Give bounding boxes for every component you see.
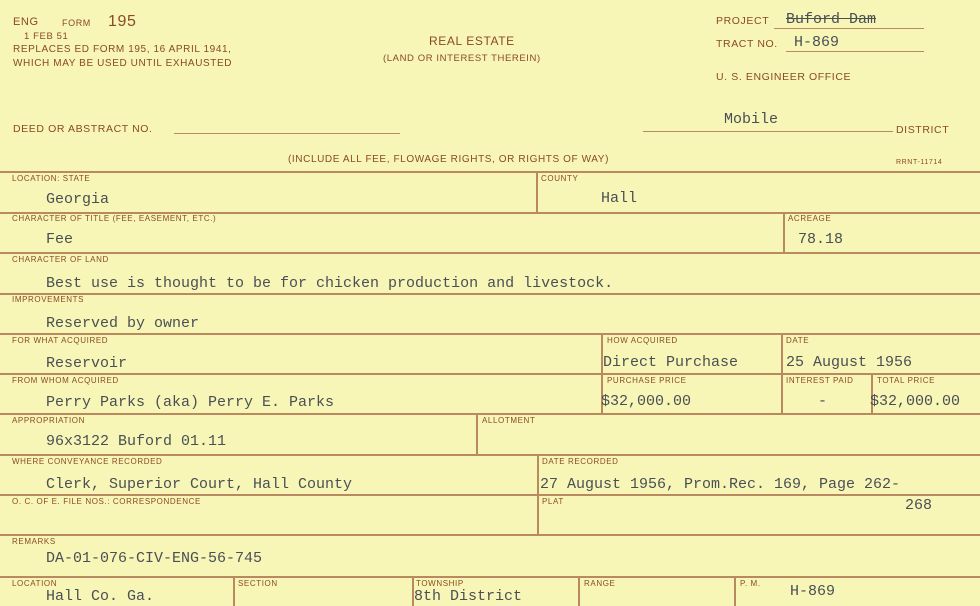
land-char-label: CHARACTER OF LAND bbox=[12, 255, 109, 264]
replaces-line1: REPLACES ED FORM 195, 16 APRIL 1941, bbox=[13, 44, 232, 55]
county-value: Hall bbox=[601, 190, 638, 207]
form-number: 195 bbox=[108, 13, 137, 30]
col-rule-county bbox=[536, 171, 538, 212]
col-rule-acreage bbox=[783, 212, 785, 252]
row-rule-11 bbox=[0, 576, 980, 578]
form-word: FORM bbox=[62, 18, 91, 28]
location-label: LOCATION bbox=[12, 579, 58, 588]
location-value: Hall Co. Ga. bbox=[46, 588, 155, 605]
township-value: 8th District bbox=[414, 588, 523, 605]
price-label: PURCHASE PRICE bbox=[607, 376, 687, 385]
form-eng: ENG bbox=[13, 16, 39, 28]
title-char-value: Fee bbox=[46, 231, 74, 248]
total-value: $32,000.00 bbox=[870, 393, 961, 410]
from-value: Perry Parks (aka) Perry E. Parks bbox=[46, 394, 335, 411]
include-note: (INCLUDE ALL FEE, FLOWAGE RIGHTS, OR RIGHTS OF WAY) bbox=[288, 154, 609, 165]
date-recorded-label: DATE RECORDED bbox=[542, 457, 619, 466]
district-label: DISTRICT bbox=[896, 124, 950, 136]
replaces-line2: WHICH MAY BE USED UNTIL EXHAUSTED bbox=[13, 58, 233, 69]
district-value: Mobile bbox=[724, 111, 779, 128]
oce-label: O. C. OF E. FILE NOS.: CORRESPONDENCE bbox=[12, 497, 201, 506]
state-value: Georgia bbox=[46, 191, 110, 208]
allotment-label: ALLOTMENT bbox=[482, 416, 536, 425]
state-label: LOCATION: STATE bbox=[12, 174, 91, 183]
date-recorded-value-2: 268 bbox=[905, 497, 933, 514]
form-date: 1 FEB 51 bbox=[24, 31, 69, 42]
plat-label: PLAT bbox=[542, 497, 564, 506]
office-label: U. S. ENGINEER OFFICE bbox=[716, 71, 852, 83]
acreage-label: ACREAGE bbox=[788, 214, 832, 223]
form-subtitle: (LAND OR INTEREST THEREIN) bbox=[383, 53, 541, 64]
row-rule-5 bbox=[0, 333, 980, 335]
row-rule-3 bbox=[0, 252, 980, 254]
improvements-value: Reserved by owner bbox=[46, 315, 200, 332]
title-char-label: CHARACTER OF TITLE (FEE, EASEMENT, ETC.) bbox=[12, 214, 217, 223]
tract-value: H-869 bbox=[794, 34, 840, 51]
deed-label: DEED OR ABSTRACT NO. bbox=[13, 123, 153, 135]
remarks-label: REMARKS bbox=[12, 537, 56, 546]
interest-label: INTEREST PAID bbox=[786, 376, 854, 385]
price-value: $32,000.00 bbox=[601, 393, 692, 410]
district-underline bbox=[643, 131, 893, 132]
date-label: DATE bbox=[786, 336, 810, 345]
how-value: Direct Purchase bbox=[603, 354, 739, 371]
project-underline bbox=[774, 28, 924, 29]
acreage-value: 78.18 bbox=[798, 231, 844, 248]
form-title: REAL ESTATE bbox=[429, 34, 515, 48]
project-value: Buford Dam bbox=[786, 11, 877, 28]
date-value: 25 August 1956 bbox=[786, 354, 913, 371]
col-rule-pm bbox=[734, 576, 736, 606]
conveyance-value: Clerk, Superior Court, Hall County bbox=[46, 476, 353, 493]
row-rule-6 bbox=[0, 373, 980, 375]
row-rule-8 bbox=[0, 454, 980, 456]
col-rule-section bbox=[233, 576, 235, 606]
conveyance-label: WHERE CONVEYANCE RECORDED bbox=[12, 457, 163, 466]
row-rule-7 bbox=[0, 413, 980, 415]
improvements-label: IMPROVEMENTS bbox=[12, 295, 85, 304]
project-label: PROJECT bbox=[716, 15, 770, 27]
purpose-label: FOR WHAT ACQUIRED bbox=[12, 336, 109, 345]
range-label: RANGE bbox=[584, 579, 616, 588]
interest-value: - bbox=[818, 393, 828, 410]
col-rule-range bbox=[578, 576, 580, 606]
deed-underline bbox=[174, 133, 400, 134]
pm-label: P. M. bbox=[740, 579, 761, 588]
section-label: SECTION bbox=[238, 579, 278, 588]
col-rule-date bbox=[781, 333, 783, 414]
purpose-value: Reservoir bbox=[46, 355, 128, 372]
appropriation-value: 96x3122 Buford 01.11 bbox=[46, 433, 227, 450]
row-rule-4 bbox=[0, 293, 980, 295]
row-rule-9 bbox=[0, 494, 980, 496]
form-code: RRNT-11714 bbox=[896, 159, 943, 166]
col-rule-date-recorded bbox=[537, 454, 539, 534]
date-recorded-value: 27 August 1956, Prom.Rec. 169, Page 262- bbox=[540, 476, 901, 493]
appropriation-label: APPROPRIATION bbox=[12, 416, 85, 425]
pm-value: H-869 bbox=[790, 583, 836, 600]
col-rule-allotment bbox=[476, 413, 478, 454]
county-label: COUNTY bbox=[541, 174, 579, 183]
from-label: FROM WHOM ACQUIRED bbox=[12, 376, 119, 385]
row-rule-10 bbox=[0, 534, 980, 536]
total-label: TOTAL PRICE bbox=[877, 376, 936, 385]
tract-label: TRACT NO. bbox=[716, 38, 778, 50]
land-char-value: Best use is thought to be for chicken production and livestock. bbox=[46, 275, 614, 292]
township-label: TOWNSHIP bbox=[416, 579, 464, 588]
tract-underline bbox=[786, 51, 924, 52]
row-rule-1 bbox=[0, 171, 980, 173]
remarks-value: DA-01-076-CIV-ENG-56-745 bbox=[46, 550, 263, 567]
how-label: HOW ACQUIRED bbox=[607, 336, 678, 345]
